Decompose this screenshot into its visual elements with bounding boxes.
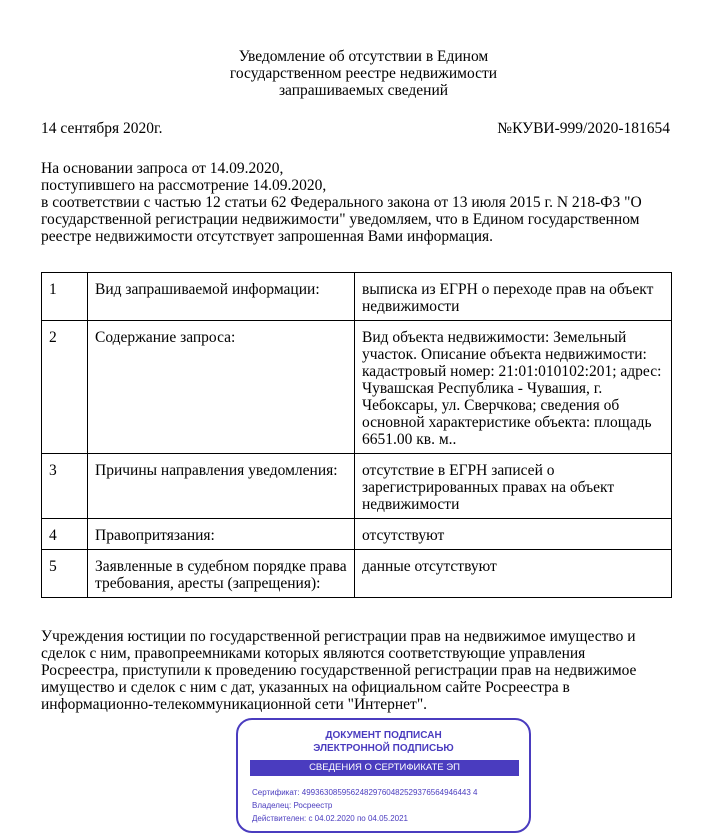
title-line: Уведомление об отсутствии в Едином (238, 48, 489, 65)
outro-line: имущество и сделок с ним с дат, указанных на официальном сайте Росреестра в (41, 679, 570, 696)
stamp-header (238, 729, 529, 755)
stamp-header-line: ЭЛЕКТРОННОЙ ПОДПИСЬЮ (313, 743, 454, 754)
table-row (42, 519, 672, 550)
document-number: №КУВИ-999/2020-181654 (497, 120, 670, 137)
intro-line: реестре недвижимости отсутствует запрошенная Вами информация. (41, 228, 494, 245)
certificate-info-bar: СВЕДЕНИЯ О СЕРТИФИКАТЕ ЭП (250, 760, 519, 776)
document-title (0, 48, 727, 99)
electronic-signature-stamp (236, 718, 531, 833)
row-label: Вид запрашиваемой информации: (88, 273, 355, 321)
outro-line: информационно-телекоммуникационной сети "Интернет". (41, 696, 428, 713)
request-info-table (41, 272, 672, 598)
outro-line: Росреестра, приступили к проведению государственной регистрации прав на недвижимое (41, 662, 637, 679)
stamp-header-line: ДОКУМЕНТ ПОДПИСАН (325, 730, 442, 741)
table-row (42, 550, 672, 598)
intro-line: государственной регистрации недвижимости" уведомляем, что в Едином государственном (41, 211, 640, 228)
intro-paragraph (41, 160, 681, 245)
row-value: Вид объекта недвижимости: Земельный участок. Описание объекта недвижимости: кадастровый номер: 21:01:010102:201; адрес: Чувашская Республика - Чувашия, г. Чебоксары, ул. Сверчкова; сведения об основной характеристике объекта: площадь 6651.00 кв. м.. (355, 321, 672, 454)
row-number: 3 (42, 454, 88, 519)
document-date: 14 сентября 2020г. (41, 120, 163, 137)
row-number: 5 (42, 550, 88, 598)
row-number: 4 (42, 519, 88, 550)
certificate-owner: Владелец: Росреестр (252, 801, 333, 810)
row-label: Заявленные в судебном порядке права требования, аресты (запрещения): (88, 550, 355, 598)
table-row (42, 273, 672, 321)
row-value: отсутствие в ЕГРН записей о зарегистрированных правах на объект недвижимости (355, 454, 672, 519)
closing-paragraph (41, 628, 681, 713)
title-line: государственном реестре недвижимости (229, 65, 498, 82)
intro-line: На основании запроса от 14.09.2020, (41, 160, 284, 177)
intro-line: в соответствии с частью 12 статьи 62 Федерального закона от 13 июля 2015 г. N 218-ФЗ "О (41, 194, 642, 211)
row-value: данные отсутствуют (355, 550, 672, 598)
table-row (42, 454, 672, 519)
outro-line: сделок с ним, правопреемниками которых являются соответствующие управления (41, 645, 586, 662)
outro-line: Учреждения юстиции по государственной регистрации прав на недвижимое имущество и (41, 628, 636, 645)
row-label: Причины направления уведомления: (88, 454, 355, 519)
row-value: отсутствуют (355, 519, 672, 550)
row-label: Содержание запроса: (88, 321, 355, 454)
certificate-serial: Сертификат: 49936308595624829760482529376564946443 4 (252, 788, 478, 797)
row-value: выписка из ЕГРН о переходе прав на объект недвижимости (355, 273, 672, 321)
title-line: запрашиваемых сведений (278, 82, 449, 99)
table-row (42, 321, 672, 454)
row-number: 1 (42, 273, 88, 321)
certificate-details (252, 786, 477, 825)
intro-line: поступившего на рассмотрение 14.09.2020, (41, 177, 327, 194)
row-label: Правопритязания: (88, 519, 355, 550)
certificate-validity: Действителен: с 04.02.2020 по 04.05.2021 (252, 814, 408, 823)
row-number: 2 (42, 321, 88, 454)
